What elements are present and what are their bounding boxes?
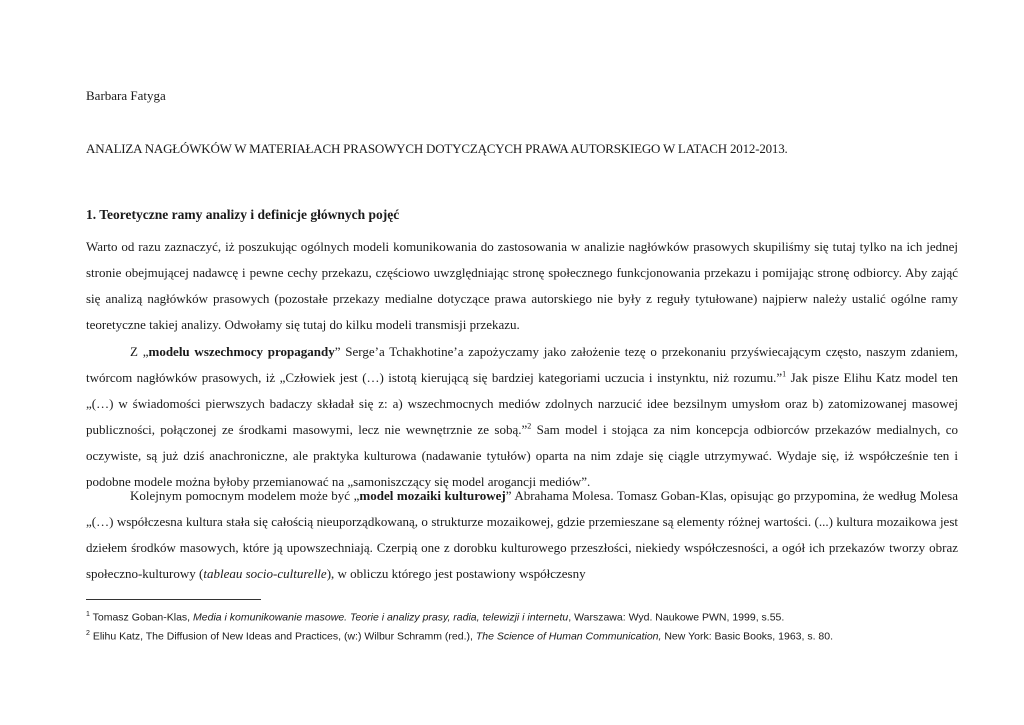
document-title: ANALIZA NAGŁÓWKÓW W MATERIAŁACH PRASOWYCH DOTYCZĄCYCH PRAWA AUTORSKIEGO W LATACH 2012-2013. (86, 141, 788, 156)
p2-text-b: ” Serge’a Tchakhotine’a zapożyczamy jako założenie tezę o przekonaniu przyświecającym często, naszym zdaniem, twórcom nagłówków prasowych, iż „Człowiek jest (…) istotą kierującą się bardziej kategoriami uczucia i instynktu, niż rozumu.” (86, 344, 958, 385)
p3-text-a: Kolejnym pomocnym modelem może być „ (130, 488, 360, 503)
paragraph-2 (86, 339, 958, 495)
p2-text-a: Z „ (130, 344, 149, 359)
footnote-1-number: 1 (86, 611, 90, 618)
section-heading: 1. Teoretyczne ramy analizy i definicje głównych pojęć (86, 207, 400, 222)
p3-emphasis: model mozaiki kulturowej (359, 488, 506, 503)
footnote-2 (86, 626, 958, 645)
p2-text-d: Sam model i stojąca za nim koncepcja odbiorców przekazów medialnych, co oczywiste, są już dziś anachroniczne, ale praktyka kulturowa (nadawanie tytułów) oparta na nim zdaje się ciągle utrzymywać. Wydaje się, iż współcześnie ten i podobne modele można byłoby przemianować na „samoniszczący się model arogancji mediów”. (86, 422, 959, 489)
p3-text-c: ), w obliczu którego jest postawiony współczesny (326, 566, 586, 581)
p3-text-b: ” Abrahama Molesa. Tomasz Goban-Klas, opisując go przypomina, że według Molesa „(…) współczesna kultura stała się całością nieuporządkowaną, o strukturze mozaikowej, gdzie przemieszane są elementy różnej wartości. (...) kultura mozaikowa jest dziełem środków masowych, które ją upowszechniają. Czerpią one z dorobku kulturowego przeszłości, niekiedy współczesności, a ogół ich przekazów tworzy obraz społeczno-kulturowy ( (86, 488, 958, 581)
footnotes (86, 607, 958, 644)
footnote-ref-2[interactable]: 2 (527, 421, 532, 431)
author-name: Barbara Fatyga (86, 88, 166, 103)
footnote-2-number: 2 (86, 629, 90, 637)
p3-italic: tableau socio-culturelle (203, 566, 327, 581)
footnote-separator (86, 599, 261, 600)
p2-text-c: Jak pisze Elihu Katz model ten „(…) w świadomości pierwszych badaczy składał się z: a) wszechmocnych mediów zdolnych narzucić idee bezsilnym umysłom oraz b) zatomizowanej masowej publiczności, połączonej ze środkami masowymi, lecz nie wewnętrznie ze sobą.” (86, 370, 959, 437)
footnote-2-text-b: New York: Basic Books, 1963, s. 80. (661, 630, 834, 642)
paragraph-1: Warto od razu zaznaczyć, iż poszukując ogólnych modeli komunikowania do zastosowania w analizie nagłówków prasowych skupiliśmy się tutaj tylko na ich jednej stronie obejmującej nadawcę i pewne cechy przekazu, częściowo uwzględniając stronę społecznego funkcjonowania przekazu i pomijając stronę odbiorcy. Aby zająć się analizą nagłówków prasowych (pozostałe przekazy medialne dotyczące prawa autorskiego nie były z reguły tytułowane) najpierw należy ustalić ogólne ramy teoretyczne takiej analizy. Odwołamy się tutaj do kilku modeli transmisji przekazu. (86, 239, 958, 332)
footnote-1-title: Media i komunikowanie masowe. Teorie i analizy prasy, radia, telewizji i internetu (193, 611, 569, 624)
p2-emphasis: modelu wszechmocy propagandy (148, 344, 335, 359)
footnote-2-text-a: Elihu Katz, The Diffusion of New Ideas and Practices, (w:) Wilbur Schramm (red.), (89, 630, 476, 642)
footnote-1-text-a: Tomasz Goban-Klas, (89, 611, 194, 624)
footnote-2-title: The Science of Human Communication, (475, 630, 662, 642)
footnote-1 (86, 607, 958, 626)
paragraph-3 (86, 483, 958, 587)
footnote-ref-1[interactable]: 1 (782, 369, 787, 379)
footnote-1-text-b: , Warszawa: Wyd. Naukowe PWN, 1999, s.55. (568, 611, 785, 624)
